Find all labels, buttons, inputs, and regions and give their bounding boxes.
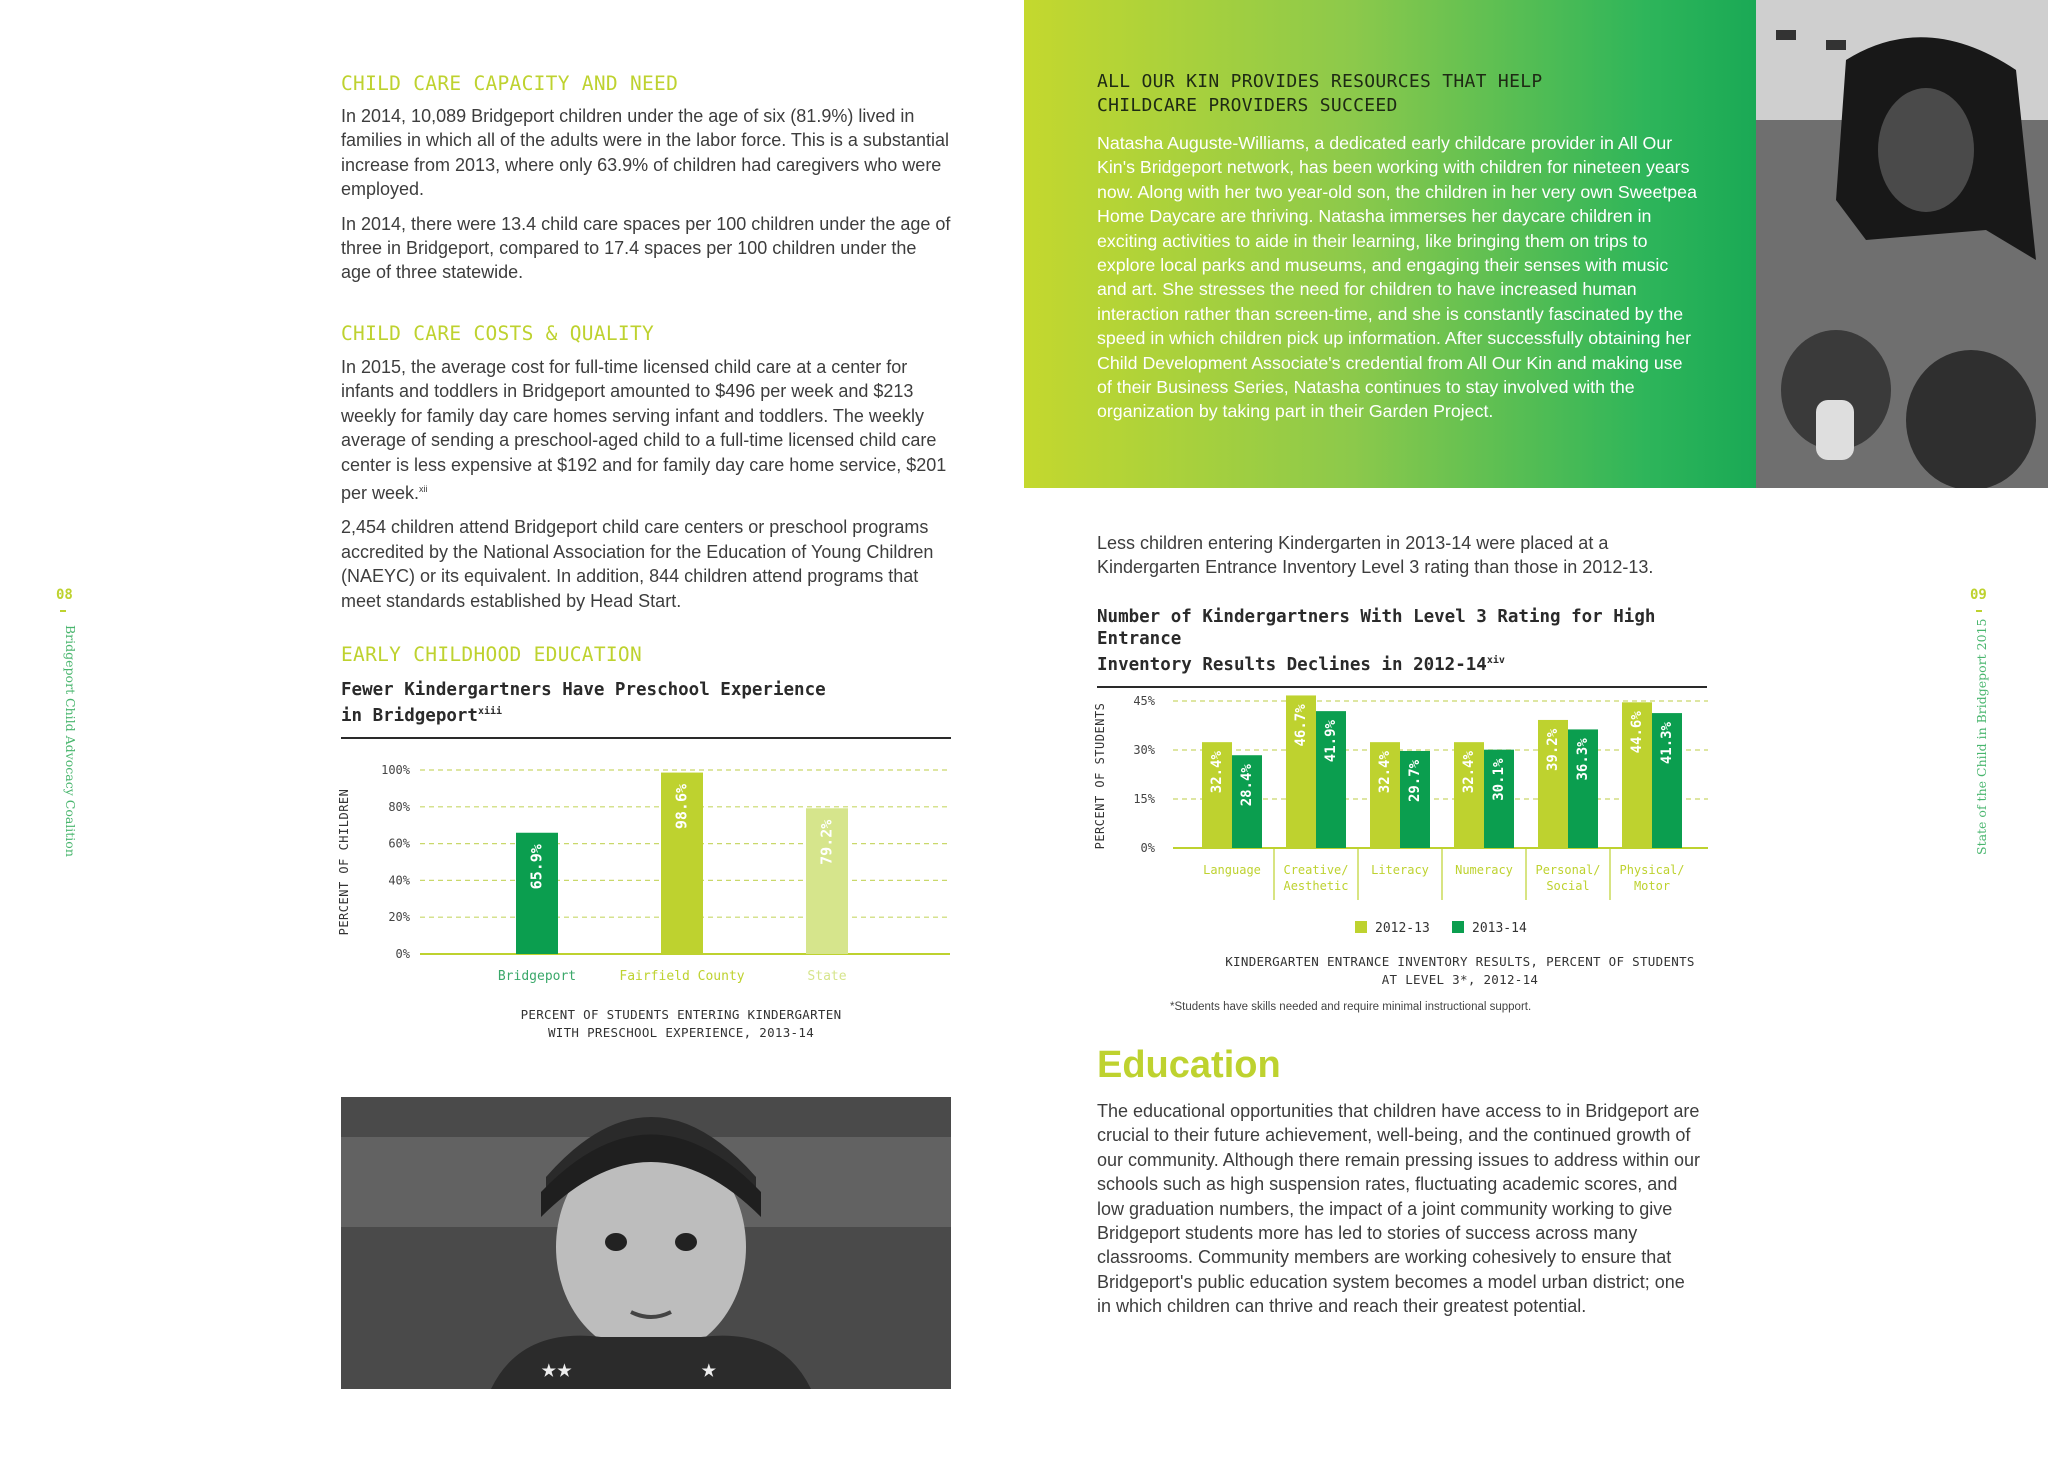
- chart1-caption-line1: PERCENT OF STUDENTS ENTERING KINDERGARTEN: [520, 1007, 842, 1022]
- chart2-value-label: 32.4%: [1461, 751, 1477, 794]
- chart2-footnote: *Students have skills needed and require minimal instructional support.: [1170, 1001, 1532, 1013]
- kin-body: Natasha Auguste-Williams, a dedicated early childcare provider in All Our Kin's Bridgeport network, has been working with children for nineteen years now. Along with her two year-old son, the children in her very own Sweetpea Home Daycare are thriving. Natasha immerses her daycare children in exciting activities to aide in their learning, like bringing them on trips to explore local parks and museums, and engaging their senses with music and art. She stresses the need for children to have increased human interaction rather than screen-time, and she is constantly fascinated by the speed in which children pick up information. After successfully obtaining her Child Development Associate's credential from All Our Kin and making use of their Business Series, Natasha continues to stay involved with the organization by taking part in their Garden Project.: [1097, 133, 1697, 422]
- education-body: The educational opportunities that children have access to in Bridgeport are crucial to their future achievement, well-being, and the continued growth of our community. Although there remain pressing issues to address within our schools such as high suspension rates, fluctuating academic scores, and low graduation numbers, the impact of a joint community working to give Bridgeport students more has led to stories of success across many classrooms. Community members are working cohesively to ensure that Bridgeport's public education system becomes a model urban district; one in which children can thrive and reach their greatest potential.: [1097, 1101, 1700, 1317]
- chart1-title-rule: [341, 737, 951, 739]
- chart1-y-tick-label: 20%: [388, 910, 410, 925]
- chart2-value-label: 41.3%: [1659, 722, 1675, 765]
- chart2-category-label: Creative/: [1283, 863, 1349, 877]
- chart1-caption: [341, 1006, 1021, 1042]
- page-number-right: 09: [1970, 587, 1987, 603]
- chart1-y-tick-label: 40%: [388, 873, 410, 888]
- chart2-y-tick-label: 30%: [1133, 743, 1155, 757]
- caregiver-photo: [1756, 0, 2048, 488]
- chart2-y-tick-label: 15%: [1133, 792, 1155, 806]
- chart1-title-note: xiii: [477, 706, 503, 717]
- chart2-value-label: 46.7%: [1293, 704, 1309, 747]
- chart1-y-tick-label: 80%: [388, 799, 410, 814]
- chart1-category-label: State: [807, 969, 847, 984]
- chart1-y-tick-label: 0%: [395, 947, 410, 961]
- chart1-title-line2-wrap: [341, 701, 951, 727]
- costs-para-1: [341, 355, 956, 505]
- chart2-caption: [1160, 953, 1760, 989]
- chart2-title-note: xiv: [1486, 655, 1505, 666]
- chart2-value-label: 36.3%: [1575, 738, 1591, 781]
- chart1-category-label: Fairfield County: [619, 969, 745, 984]
- chart1-y-tick-label: 100%: [381, 763, 410, 777]
- page-number-left: 08: [56, 587, 73, 603]
- child-photo-illustration: [341, 1097, 951, 1389]
- chart2-value-label: 32.4%: [1209, 751, 1225, 794]
- chart2-caption-line2: AT LEVEL 3*, 2012-14: [1381, 972, 1539, 987]
- kin-heading-line2: CHILDCARE PROVIDERS SUCCEED: [1097, 95, 1398, 116]
- svg-text:★: ★: [701, 1354, 717, 1384]
- capacity-para-2: In 2014, there were 13.4 child care spaces per 100 children under the age of three in Bridgeport, compared to 17.4 spaces per 100 children under the age of three statewide.: [341, 213, 951, 283]
- costs-note-ref: xii: [419, 484, 428, 495]
- right-margin-rule: [1976, 610, 1982, 612]
- chart2-value-label: 29.7%: [1407, 759, 1423, 803]
- chart2-legend-swatch: [1355, 921, 1367, 933]
- chart2-title-line2: Inventory Results Declines in 2012-14: [1097, 654, 1487, 675]
- chart1-category-label: Bridgeport: [497, 969, 577, 984]
- chart2-category-label: Social: [1546, 879, 1590, 893]
- section-capacity: [341, 72, 951, 285]
- child-photo: [341, 1097, 951, 1389]
- chart2-y-tick-label: 45%: [1133, 694, 1155, 708]
- kin-heading: [1097, 70, 1717, 118]
- costs-heading: CHILD CARE COSTS & QUALITY: [341, 322, 655, 345]
- costs-para-2: 2,454 children attend Bridgeport child care centers or preschool programs accredited by the National Association for the Education of Young Children (NAEYC) or its equivalent. In addition, 844 children attend programs that meet standards established by Head Start.: [341, 517, 934, 611]
- left-page-margin-marker: [56, 587, 73, 603]
- right-page-margin-marker: [1970, 587, 1987, 603]
- chart2-value-label: 30.1%: [1491, 758, 1507, 801]
- chart2-legend-label: 2012-13: [1375, 921, 1430, 936]
- chart2-value-label: 32.4%: [1377, 751, 1393, 794]
- chart2-legend-label: 2013-14: [1472, 921, 1527, 936]
- chart2-category-label: Personal/: [1535, 863, 1601, 877]
- chart2-value-label: 41.9%: [1323, 720, 1339, 763]
- kin-heading-line1: ALL OUR KIN PROVIDES RESOURCES THAT HELP: [1097, 71, 1543, 92]
- left-margin-rule: [60, 610, 66, 612]
- education-heading: Education: [1097, 1044, 1281, 1086]
- chart1-caption-line2: WITH PRESCHOOL EXPERIENCE, 2013-14: [547, 1025, 815, 1040]
- chart2-value-label: 39.2%: [1545, 728, 1561, 772]
- chart2-category-label: Physical/: [1619, 863, 1685, 877]
- costs-para-1-text: In 2015, the average cost for full-time licensed child care at a center for infants and toddlers in Bridgeport amounted to $496 per week and $213 weekly for family day care homes serving infant and toddlers. The weekly average of sending a preschool-aged child to a full-time licensed child care center is less expensive at $192 and for family day care home service, $201 per week.: [341, 357, 947, 504]
- chart2-category-label: Language: [1203, 863, 1261, 877]
- chart1-title: [341, 679, 951, 727]
- chart2-category-label: Literacy: [1371, 863, 1429, 877]
- chart2-y-axis-label: PERCENT OF STUDENTS: [1093, 702, 1107, 850]
- capacity-para-1: In 2014, 10,089 Bridgeport children under the age of six (81.9%) lived in families in which all of the adults were in the labor force. This is a substantial increase from 2013, where only 63.9% of children had caregivers who were employed.: [341, 106, 949, 200]
- chart2-category-label: Numeracy: [1455, 863, 1513, 877]
- chart2-title: [1097, 606, 1707, 676]
- chart2-title-line1: Number of Kindergartners With Level 3 Rating for High Entrance: [1097, 607, 1656, 649]
- chart1-value-label: 79.2%: [817, 819, 836, 865]
- preschool-experience-chart: [330, 750, 960, 1000]
- kei-level3-chart: [1090, 668, 1720, 948]
- chart1-y-axis-label: PERCENT OF CHILDREN: [337, 788, 351, 936]
- chart2-y-tick-label: 0%: [1140, 841, 1155, 855]
- chart1-y-tick-label: 60%: [388, 836, 410, 851]
- left-side-label: Bridgeport Child Advocacy Coalition: [63, 625, 78, 857]
- chart2-value-label: 28.4%: [1239, 764, 1255, 807]
- kei-intro: Less children entering Kindergarten in 2013-14 were placed at a Kindergarten Entrance Inventory Level 3 rating than those in 2012-13.: [1097, 533, 1654, 578]
- ece-heading: EARLY CHILDHOOD EDUCATION: [341, 643, 642, 666]
- caregiver-photo-illustration: [1756, 0, 2048, 488]
- chart2-legend-swatch: [1452, 921, 1464, 933]
- chart2-value-label: 44.6%: [1629, 711, 1645, 754]
- right-side-label: State of the Child in Bridgeport 2015: [1974, 618, 1989, 855]
- chart2-category-label: Aesthetic: [1283, 879, 1349, 893]
- section-costs: [341, 322, 956, 613]
- capacity-heading: CHILD CARE CAPACITY AND NEED: [341, 72, 679, 95]
- chart2-category-label: Motor: [1633, 879, 1671, 893]
- all-our-kin-box: [1024, 0, 1756, 488]
- chart1-title-line2: in Bridgeport: [341, 705, 478, 726]
- svg-text:★★: ★★: [541, 1354, 573, 1384]
- chart2-caption-line1: KINDERGARTEN ENTRANCE INVENTORY RESULTS, PERCENT OF STUDENTS: [1225, 954, 1695, 969]
- chart1-value-label: 98.6%: [672, 783, 691, 830]
- chart1-title-line1: Fewer Kindergartners Have Preschool Experience: [341, 680, 826, 700]
- chart1-value-label: 65.9%: [527, 844, 546, 890]
- section-ece: [341, 643, 951, 739]
